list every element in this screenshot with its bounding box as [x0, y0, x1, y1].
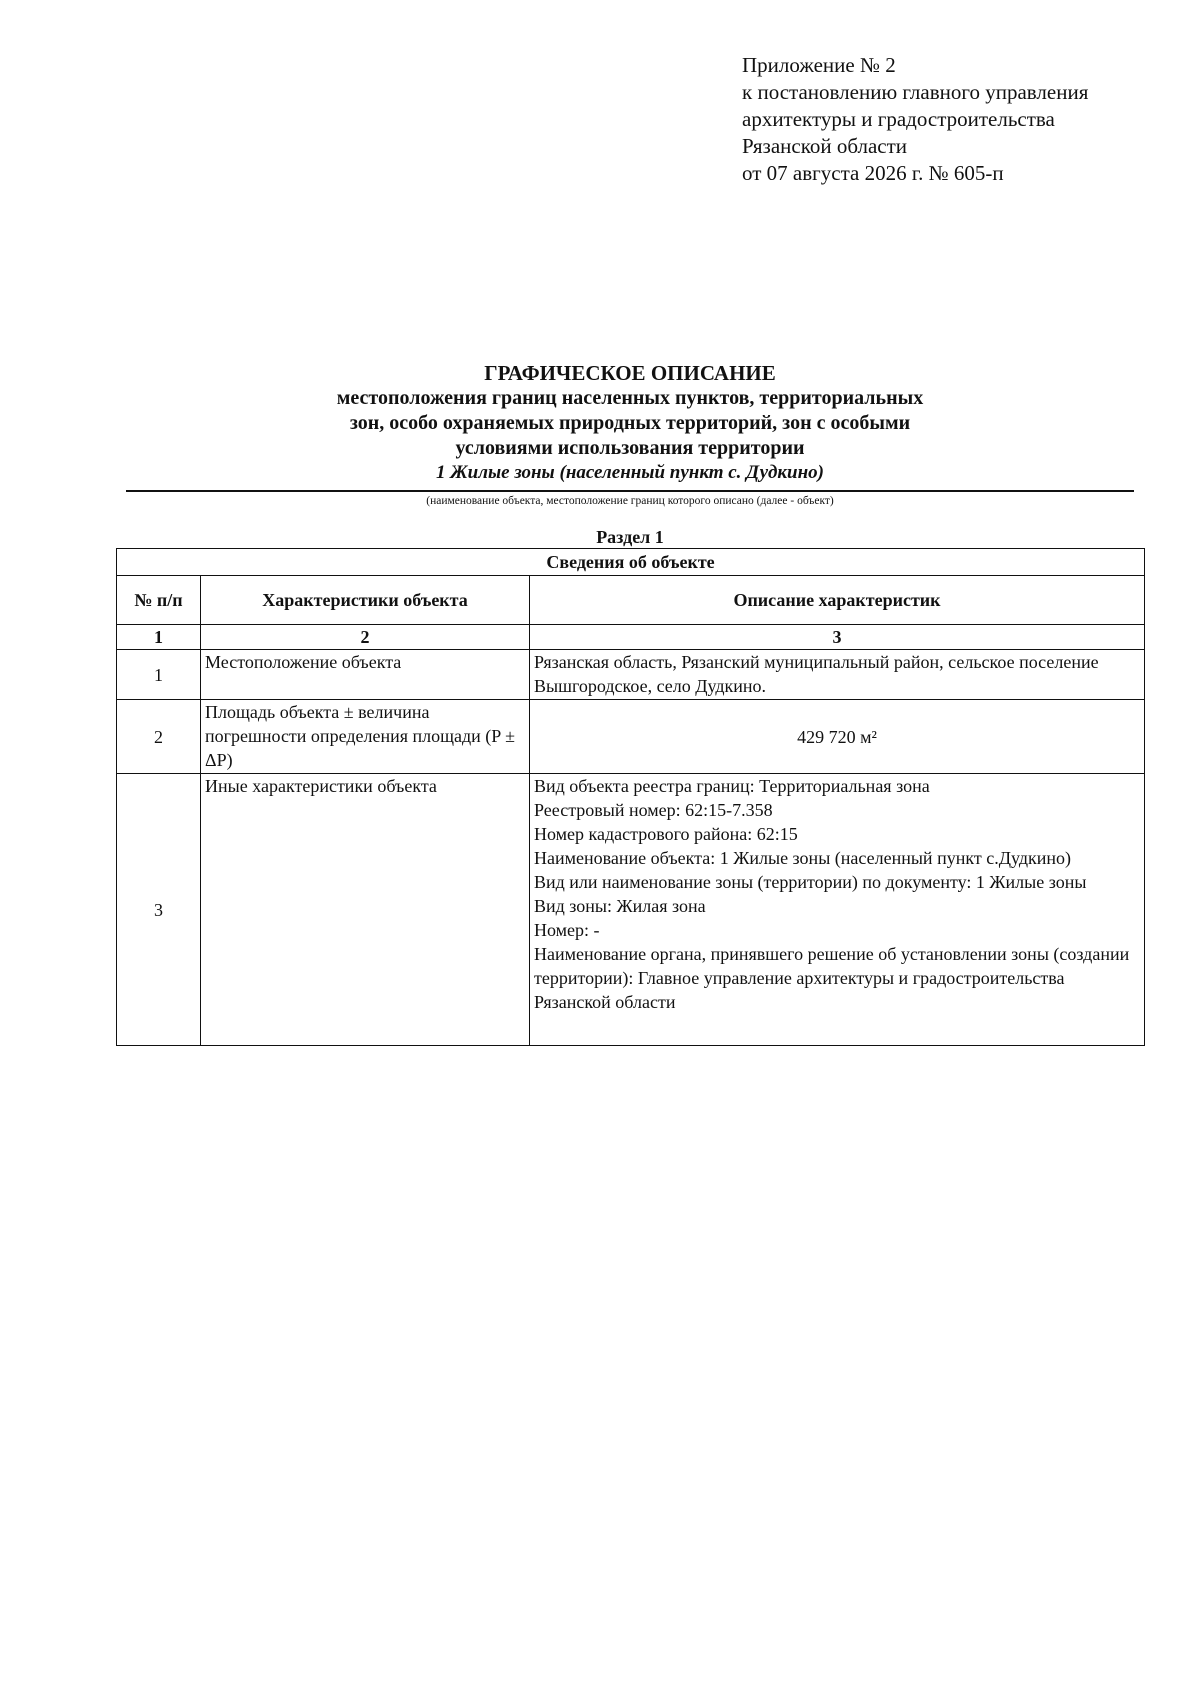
- table-title: Сведения об объекте: [117, 549, 1145, 576]
- column-header-characteristic: Характеристики объекта: [201, 576, 530, 625]
- description-line: Реестровый номер: 62:15-7.358: [534, 800, 773, 820]
- column-header-description: Описание характеристик: [530, 576, 1145, 625]
- row-characteristic: Иные характеристики объекта: [201, 774, 530, 1046]
- description-line: Номер: -: [534, 920, 600, 940]
- object-name: 1 Жилые зоны (населенный пункт с. Дудкино): [435, 462, 825, 483]
- column-number: 2: [201, 625, 530, 650]
- row-description: Рязанская область, Рязанский муниципальный район, сельское поселение Вышгородское, село Дудкино.: [530, 650, 1145, 700]
- annex-line: к постановлению главного управления: [742, 80, 1089, 104]
- object-name-underline: [126, 490, 1134, 492]
- table-row: [117, 774, 1145, 1046]
- row-number: 1: [117, 650, 201, 700]
- object-info-table: [116, 548, 1145, 1046]
- row-characteristic: Местоположение объекта: [201, 650, 530, 700]
- description-line: Вид зоны: Жилая зона: [534, 896, 706, 916]
- row-description: 429 720 м²: [530, 700, 1145, 774]
- section-title: Раздел 1: [596, 527, 664, 547]
- column-header-number: № п/п: [117, 576, 201, 625]
- column-number: 3: [530, 625, 1145, 650]
- row-characteristic: Площадь объекта ± величина погрешности определения площади (P ± ΔP): [201, 700, 530, 774]
- description-line: Наименование органа, принявшего решение об установлении зоны (создании территории): Главное управление архитектуры и градостроительства Рязанской области: [534, 944, 1130, 1012]
- description-line: Вид объекта реестра границ: Территориальная зона: [534, 776, 930, 796]
- annex-line: Приложение № 2: [742, 53, 896, 77]
- object-name-caption: (наименование объекта, местоположение границ которого описано (далее - объект): [426, 495, 834, 507]
- column-number: 1: [117, 625, 201, 650]
- document-subtitle-line: местоположения границ населенных пунктов, территориальных: [336, 387, 924, 409]
- description-line: Наименование объекта: 1 Жилые зоны (населенный пункт с.Дудкино): [534, 848, 1072, 868]
- row-number: 2: [117, 700, 201, 774]
- document-subtitle-line: зон, особо охраняемых природных территорий, зон с особыми: [349, 412, 911, 434]
- description-line: Вид или наименование зоны (территории) по документу: 1 Жилые зоны: [534, 872, 1087, 892]
- row-description: [530, 774, 1145, 1046]
- document-subtitle-line: условиями использования территории: [455, 437, 805, 459]
- row-number: 3: [117, 774, 201, 1046]
- annex-line: Рязанской области: [742, 134, 908, 158]
- annex-line: архитектуры и градостроительства: [742, 107, 1055, 131]
- annex-line: от 07 августа 2026 г. № 605-п: [742, 161, 1004, 185]
- annex-block: [742, 52, 1162, 187]
- table-row: [117, 700, 1145, 774]
- description-line: Номер кадастрового района: 62:15: [534, 824, 798, 844]
- document-title: ГРАФИЧЕСКОЕ ОПИСАНИЕ: [484, 361, 776, 385]
- document-heading: [126, 360, 1134, 485]
- table-row: [117, 650, 1145, 700]
